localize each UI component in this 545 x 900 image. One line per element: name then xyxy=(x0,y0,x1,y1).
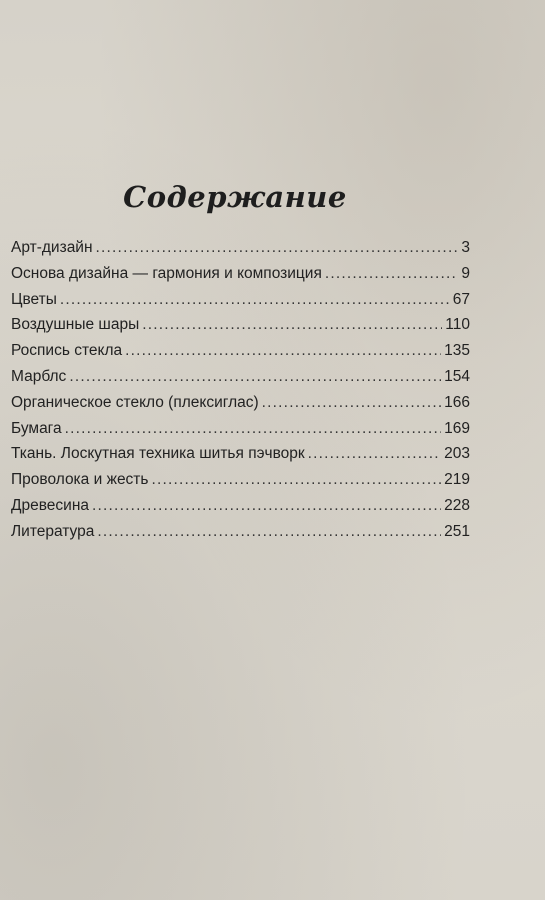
toc-entry xyxy=(11,394,470,420)
dot-leader xyxy=(125,342,441,360)
toc-entry-page: 135 xyxy=(444,342,470,360)
toc-entry xyxy=(11,420,470,446)
toc-entry-title: Роспись стекла xyxy=(11,342,123,360)
toc-entry-title: Воздушные шары xyxy=(11,316,140,334)
dot-leader xyxy=(152,471,442,489)
dot-leader xyxy=(308,445,441,463)
toc-entry-title: Органическое стекло (плексиглас) xyxy=(11,393,259,411)
toc-entry xyxy=(11,316,470,342)
toc-entry-page: 169 xyxy=(444,419,470,437)
toc-entry xyxy=(11,497,470,523)
toc-entry xyxy=(11,471,470,497)
toc-entry-title: Основа дизайна — гармония и композиция xyxy=(11,264,322,282)
table-of-contents xyxy=(11,239,470,549)
toc-entry-title: Ткань. Лоскутная техника шитья пэчворк xyxy=(11,445,305,463)
page-title: Содержание xyxy=(123,180,347,214)
toc-entry-page: 228 xyxy=(444,496,470,514)
toc-entry xyxy=(11,523,470,549)
dot-leader xyxy=(96,239,459,257)
toc-entry-title: Проволока и жесть xyxy=(11,471,149,489)
toc-entry-title: Арт-дизайн xyxy=(11,239,93,256)
dot-leader xyxy=(325,265,459,283)
toc-entry-title: Марблс xyxy=(11,367,67,385)
toc-entry-page: 3 xyxy=(461,239,470,256)
dot-leader xyxy=(142,316,442,334)
toc-entry xyxy=(11,445,470,471)
dot-leader xyxy=(97,523,441,541)
toc-entry-page: 67 xyxy=(452,290,470,308)
dot-leader xyxy=(65,420,442,438)
toc-entry xyxy=(11,368,470,394)
toc-entry-page: 154 xyxy=(444,367,470,385)
toc-entry xyxy=(11,291,470,317)
dot-leader xyxy=(69,368,441,386)
toc-entry-title: Древесина xyxy=(11,496,90,514)
dot-leader xyxy=(262,394,441,412)
toc-entry-page: 203 xyxy=(444,445,470,463)
toc-entry-page: 110 xyxy=(445,316,470,334)
toc-entry-title: Бумага xyxy=(11,419,62,437)
toc-entry-page: 9 xyxy=(461,264,470,282)
toc-entry-page: 251 xyxy=(444,522,470,540)
dot-leader xyxy=(60,291,450,309)
toc-entry-title: Цветы xyxy=(11,290,57,308)
dot-leader xyxy=(92,497,441,515)
toc-entry xyxy=(11,265,470,291)
toc-entry xyxy=(11,342,470,368)
toc-entry-page: 219 xyxy=(444,471,470,489)
toc-entry-page: 166 xyxy=(444,393,470,411)
toc-entry xyxy=(11,239,470,265)
toc-entry-title: Литература xyxy=(11,522,95,540)
